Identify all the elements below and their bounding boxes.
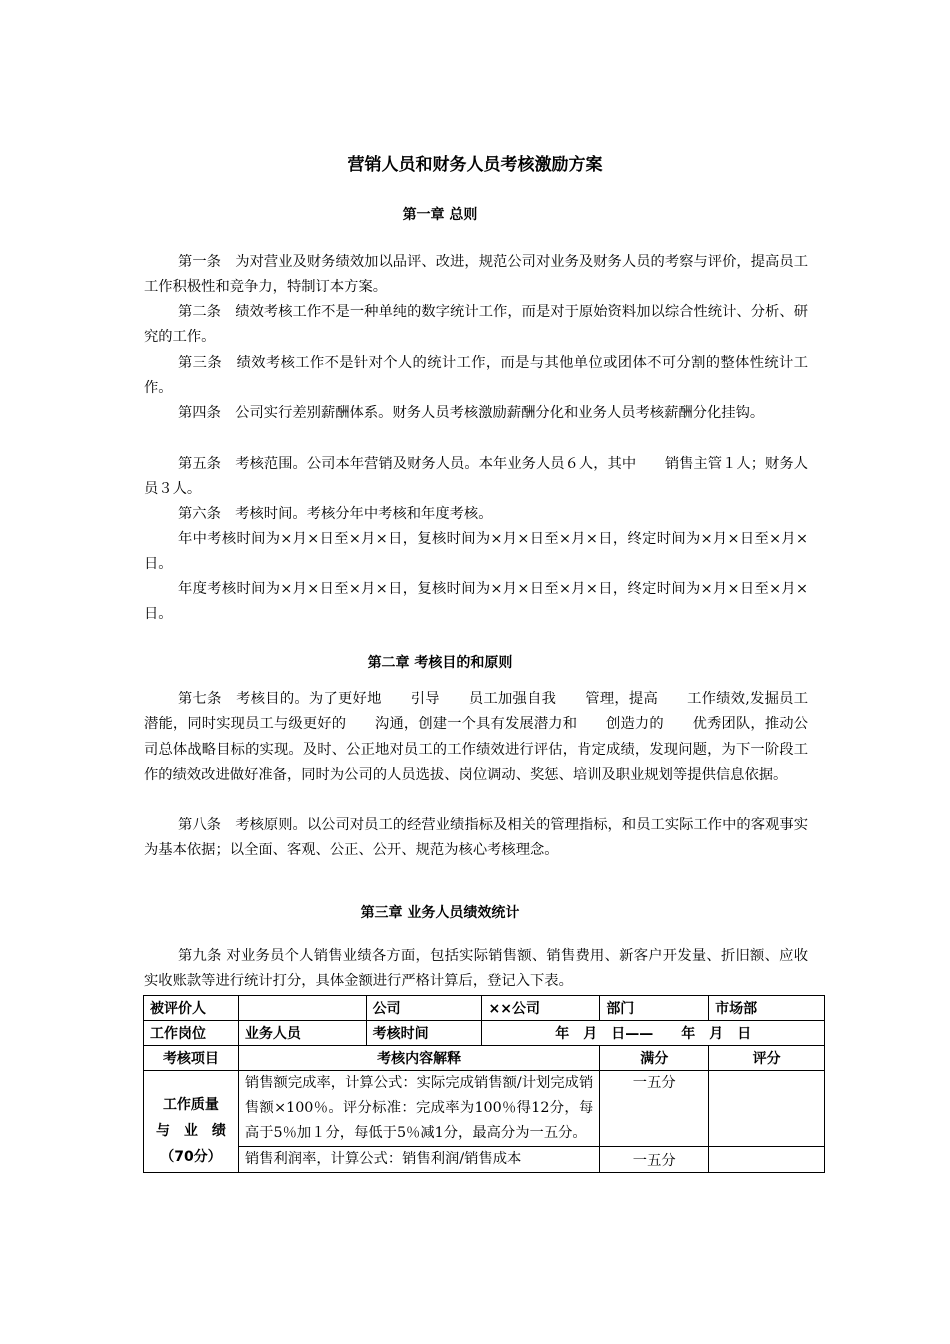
table-row-position <box>144 1021 825 1046</box>
article-9: 第九条 对业务员个人销售业绩各方面，包括实际销售额、销售费用、新客户开发量、折旧额、应收实收账款等进行统计打分，具体金额进行严格计算后，登记入下表。 <box>144 948 808 990</box>
article-8: 第八条 考核原则。以公司对员工的经营业绩指标及相关的管理指标，和员工实际工作中的客观事实为基本依据；以全面、客观、公正、公开、规范为核心考核理念。 <box>144 817 808 859</box>
chapter-1-heading: 第一章 总则 <box>402 207 478 223</box>
mid-year-schedule: 年中考核时间为×月×日至×月×日，复核时间为×月×日至×月×日，终定时间为×月×日至×月×日。 <box>144 531 808 573</box>
chapter-3-heading: 第三章 业务人员绩效统计 <box>360 905 520 921</box>
header-item: 考核项目 <box>144 1046 239 1071</box>
content-profit-rate: 销售利润率，计算公式：销售利润/销售成本 <box>238 1147 599 1173</box>
score-sales-completion <box>709 1071 825 1147</box>
header-full-score: 满分 <box>600 1046 709 1071</box>
header-content: 考核内容解释 <box>238 1046 599 1071</box>
annual-schedule: 年度考核时间为×月×日至×月×日，复核时间为×月×日至×月×日，终定时间为×月×日至×月×日。 <box>144 581 808 623</box>
category-line-1: 工作质量 <box>162 1097 219 1113</box>
table-header-row <box>144 1046 825 1071</box>
department-value: 市场部 <box>709 996 825 1021</box>
table-row <box>144 1071 825 1147</box>
category-cell <box>144 1071 239 1173</box>
article-2: 第二条 绩效考核工作不是一种单纯的数字统计工作，而是对于原始资料加以综合性统计、分析、研究的工作。 <box>144 304 808 346</box>
evaluation-table <box>143 995 825 1173</box>
header-score: 评分 <box>709 1046 825 1071</box>
content-sales-completion: 销售额完成率，计算公式：实际完成销售额/计划完成销售额×100％。评分标准：完成率为100％得12分，每高于5％加１分，每低于5％减1分，最高分为一五分。 <box>238 1071 599 1147</box>
position-value: 业务人员 <box>238 1021 366 1046</box>
article-7: 第七条 考核目的。为了更好地 引导 员工加强自我 管理，提高 工作绩效,发掘员工潜能，同时实现员工与级更好的 沟通，创建一个具有发展潜力和 创造力的 优秀团队，推动公司总体战略目标的实现。及时、公正地对员工的工作绩效进行评估，肯定成绩，发现问题，为下一阶段工作的绩效改进做好准备，同时为公司的人员选拔、岗位调动、奖惩、培训及职业规划等提供信息依据。 <box>144 691 808 783</box>
score-profit-rate <box>709 1147 825 1173</box>
table-row <box>144 1147 825 1173</box>
category-line-2: 与 业 绩 <box>155 1123 226 1139</box>
evaluatee-label: 被评价人 <box>144 996 239 1021</box>
article-6: 第六条 考核时间。考核分年中考核和年度考核。 <box>178 506 493 522</box>
full-score-sales-completion: 一五分 <box>600 1071 709 1147</box>
chapter-2-heading: 第二章 考核目的和原则 <box>367 655 513 671</box>
department-label: 部门 <box>600 996 709 1021</box>
article-4: 第四条 公司实行差别薪酬体系。财务人员考核激励薪酬分化和业务人员考核薪酬分化挂钩。 <box>178 405 765 421</box>
company-label: 公司 <box>366 996 482 1021</box>
document-title: 营销人员和财务人员考核激励方案 <box>347 155 603 175</box>
category-line-3: （70分） <box>160 1149 222 1165</box>
article-1: 第一条 为对营业及财务绩效加以品评、改进，规范公司对业务及财务人员的考察与评价，提高员工工作积极性和竞争力，特制订本方案。 <box>144 254 808 296</box>
table-row-evaluatee <box>144 996 825 1021</box>
article-3: 第三条 绩效考核工作不是针对个人的统计工作，而是与其他单位或团体不可分割的整体性统计工作。 <box>144 355 808 397</box>
article-5: 第五条 考核范围。公司本年营销及财务人员。本年业务人员６人，其中 销售主管１人；财务人员３人。 <box>144 456 808 498</box>
full-score-profit-rate: 一五分 <box>600 1147 709 1173</box>
evaluation-time-value: 年 月 日—— 年 月 日 <box>482 1021 825 1046</box>
evaluation-time-label: 考核时间 <box>366 1021 482 1046</box>
company-value: ××公司 <box>482 996 600 1021</box>
position-label: 工作岗位 <box>144 1021 239 1046</box>
evaluatee-value <box>238 996 366 1021</box>
